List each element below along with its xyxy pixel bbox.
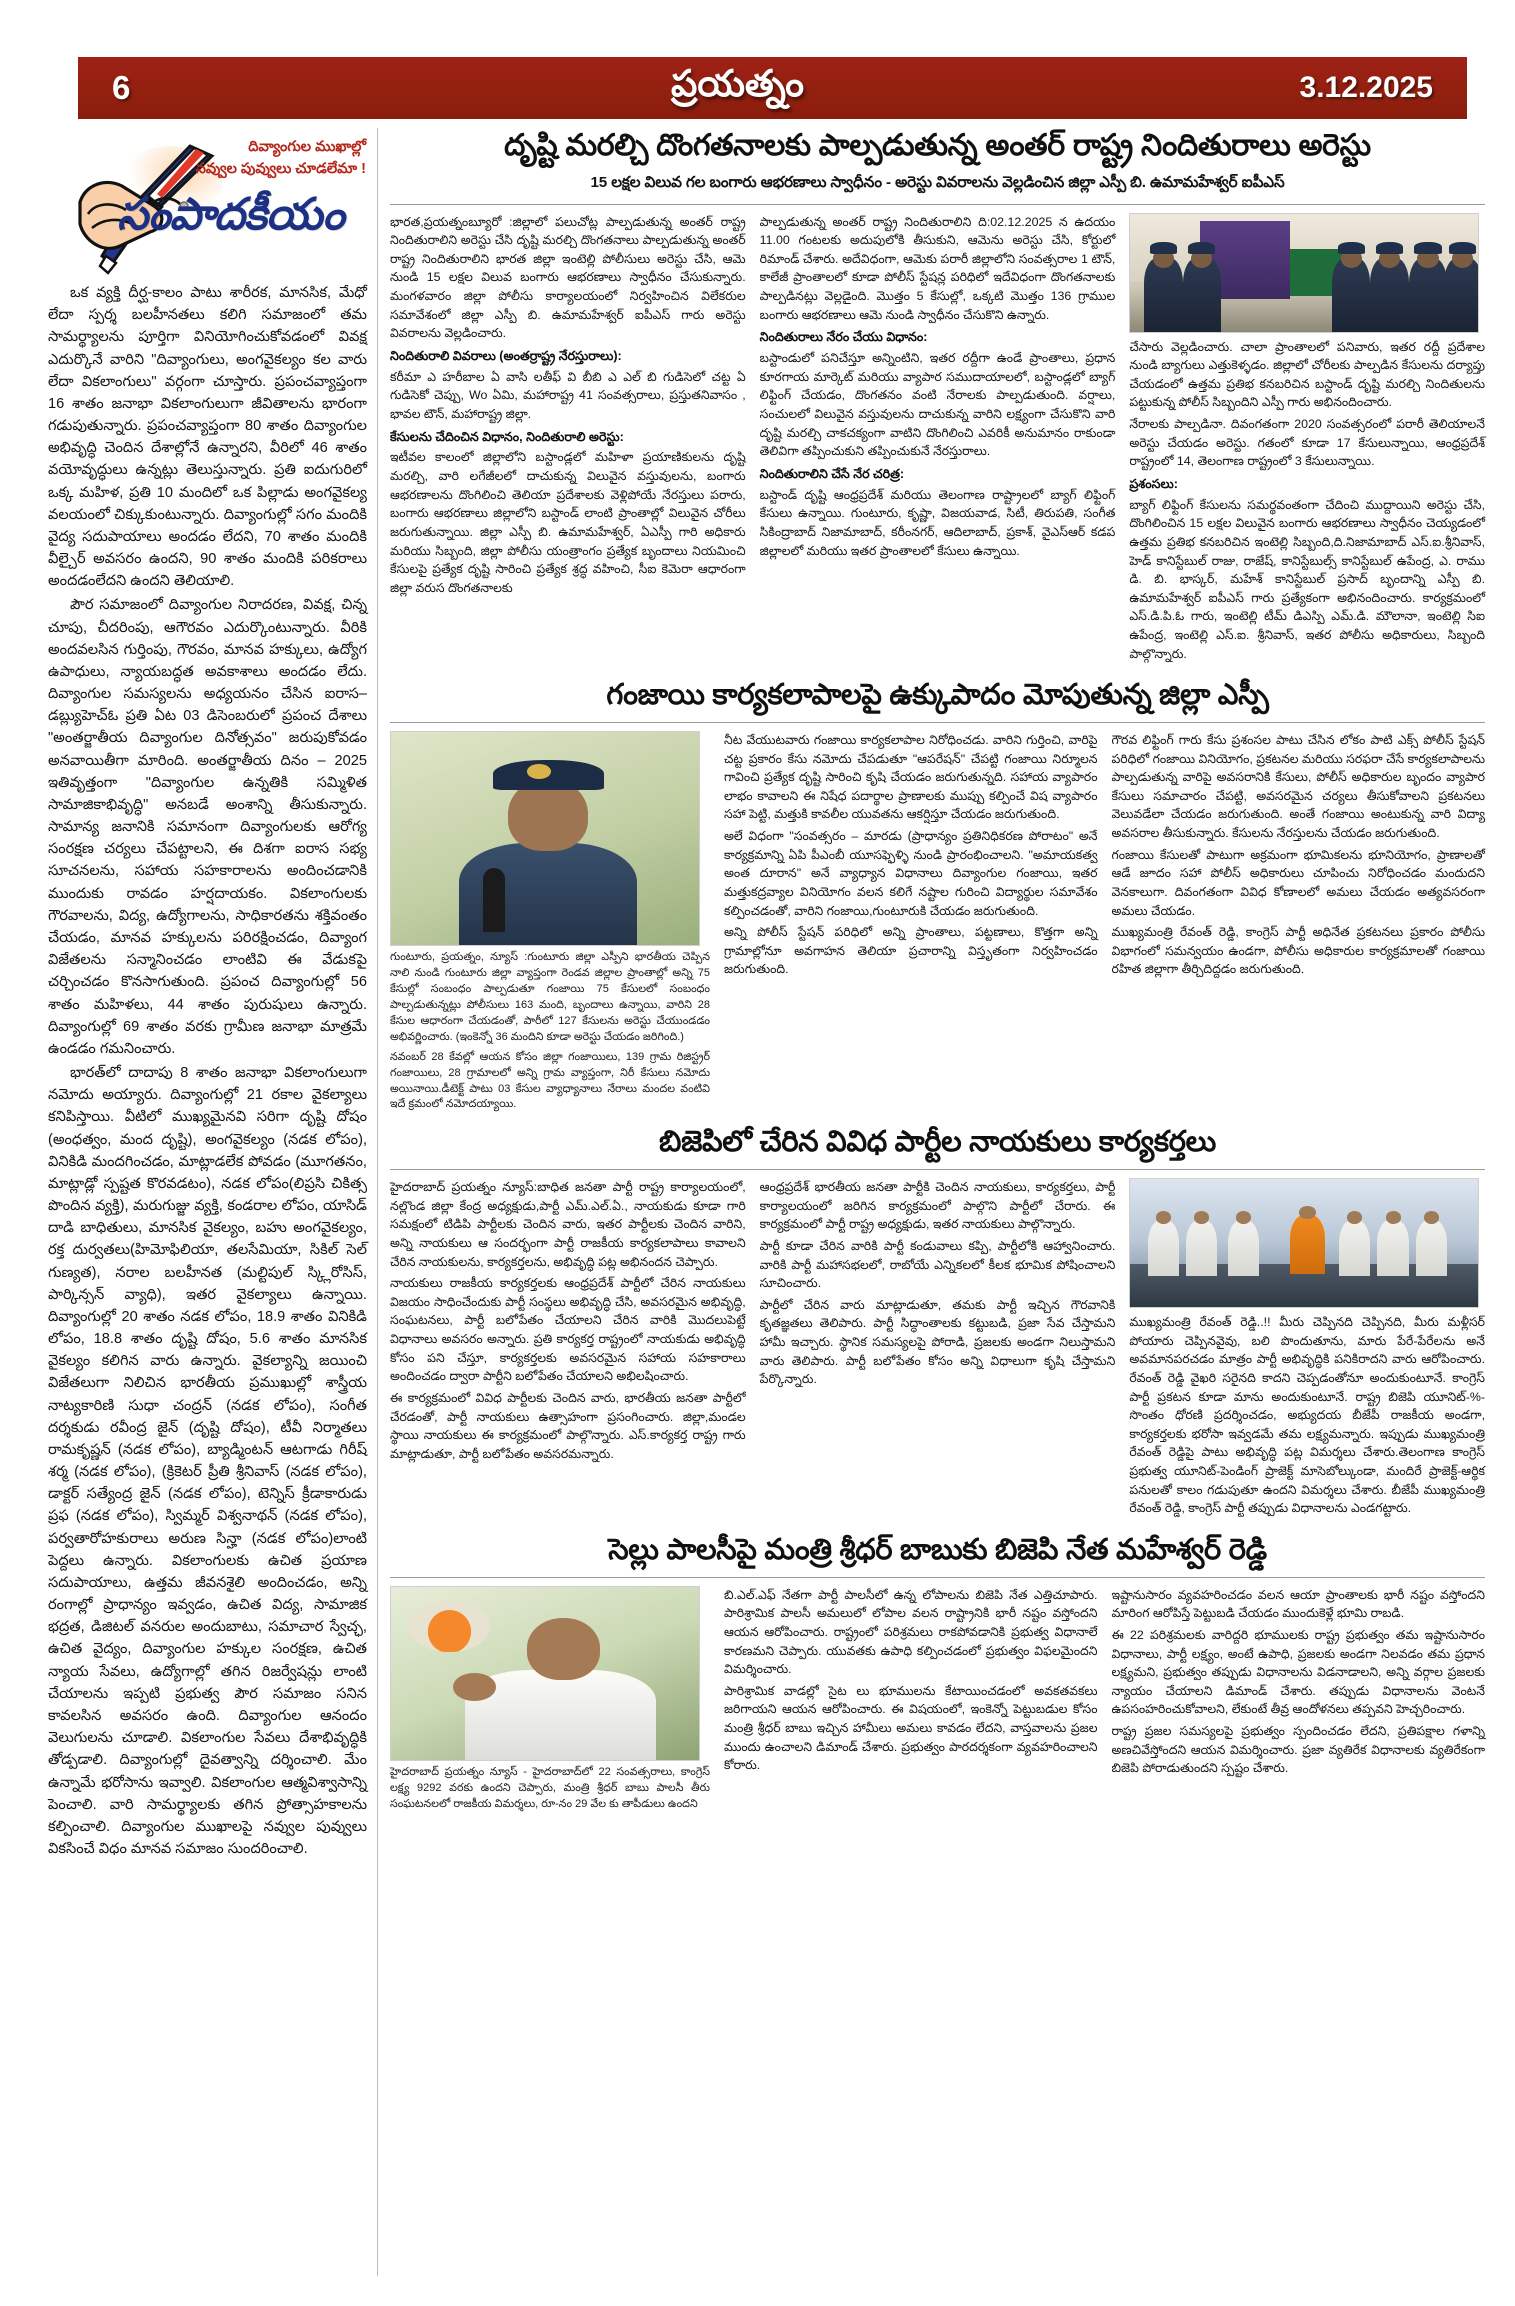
article-paragraph: కరీమా ఎ హరీబాల ఏ వాసి లతీఫ్ వి బీబి ఎ ఎల్ బి గుడిసెలో చట్ట ఏ గుడిసెకో చెప్పు, Wo ఏమి, మహారాష్ట్ర 41 సంవత్సరాలు, ప్రస్తుతనివాసం , భావల టౌన్, మహారాష్ట్ర జిల్లా. — [390, 369, 746, 421]
article — [390, 678, 1485, 1113]
article-paragraph: ఇష్టానుసారం వ్యవహరించడం వలన ఆయా ప్రాంతాలకు భారీ నష్టం వస్తోందని మారింగ ఆరోపిస్తే పెట్టుబడి చేయడం ముందుకెళ్లే భూమి రాబడి. — [1111, 1587, 1485, 1621]
article-paragraph: నాయకులు రాజకీయ కార్యకర్తలకు ఆంధ్రప్రదేశ్ పార్టీలో చేరిన నాయకులు విజయం సాధించేందుకు పార్టీ సంస్థలు అభివృద్ధి చేసి, అవసరమైన అభివృద్ధి, సంఘటనలు, పార్టీ బలోపేతం చేయాలని చేరిన వారికి మొదలుపెట్టే విధానాలు అవసరం అన్నారు. ప్రతి కార్యకర్త రాష్ట్రంలో నాయకుడు అభివృద్ధి కోసం పని చేస్తూ, కార్యకర్తలకు అవసరమైన సహాయ సహకారాలు అందించడం ద్వారా పార్టీని బలోపేతం చేయాలని అభిలషించారు. — [390, 1276, 746, 1384]
page-content — [30, 128, 1485, 2288]
main-articles-column — [390, 128, 1485, 1825]
article — [390, 1125, 1485, 1521]
article-column — [390, 731, 710, 1113]
editorial-wordmark: సంపాదకీయం — [117, 190, 344, 239]
horizontal-rule — [390, 1577, 1485, 1578]
editorial-tagline — [186, 136, 366, 181]
article-headline: దృష్టి మరల్చి దొంగతనాలకు పాల్పడుతున్న అంతర్ రాష్ట్ర నిందితురాలు అరెస్టు — [504, 129, 1371, 162]
article-column — [1112, 1586, 1486, 1813]
article-subheading: నిందితురాలిని చేసే నేర చరిత్ర: — [759, 466, 905, 481]
photo-caption: గుంటూరు, ప్రయత్నం, న్యూస్ :గుంటూరు జిల్లా ఎస్పీని భారతీయ చెప్పిన నాలి నుండి గుంటూరు జిల్లా వ్యాప్తంగా రెండవ జిల్లాల ప్రాంతాల్లో అన్ని 75 కేసుల్లో సంబంధం పాల్పడుతూ గంజాయి 75 కేసులలో సంబంధం పాల్పడుతున్నట్లు పోలీసులు 163 మంది, బృందాలు ఉన్నాయి, వారిని 28 కేసుల ఆధారంగా చేయడంతో, పారీలో 127 కేసులను అరెస్టు చేయుండడం అభివర్ణించారు. (ఇంకెన్నో 36 మందిని కూడా అరెస్టు చేయడం జరిగింది.) — [390, 951, 710, 1043]
editorial-body — [48, 282, 367, 1860]
article-subheading: నిందితురాలి వివరాలు (అంతర్రాష్ట్ర నేరస్తురాలు): — [390, 348, 622, 363]
editorial-paragraph: పౌర సమాజంలో దివ్యాంగుల నిరాదరణ, వివక్ష, చిన్న చూపు, చీదరింపు, ఆగౌరవం ఎదుర్కొంటున్నారు. వీరికి అందవలసిన గుర్తింపు, గౌరవం, మానవ హక్కులు, ఉద్యోగ ఉపాధులు, న్యాయబద్ధత అవకాశాలు అందడం లేదు. దివ్యాంగుల సమస్యలను అధ్యయనం చేసిన ఐరాస–డబ్ల్యుహెచ్ఓ ప్రతి ఏట 03 డిసెంబరులో ప్రపంచ దేశాలు "అంతర్జాతీయ దివ్యాంగుల దినోత్సవం" జరుపుకోవడం అనవాయితీగా మారింది. అంతర్జాతీయ దినం – 2025 ఇతివృత్తంగా "దివ్యాంగుల ఉన్నతికి సమ్మిళిత సామాజికాభివృద్ధి" అనబడే అంశాన్ని తీసుకున్నారు. సామాన్య జనానికి సమానంగా దివ్యాంగులకు ఆరోగ్య సంరక్షణ చర్యలు చేపట్టాలని, ఈ దిశగా ఐరాస సభ్య సూచనలను, సహాయ సహకారాలను అందించడానికి ముందుకు రావడం హర్షదాయకం. వికలాంగులకు గౌరవాలను, విద్య, ఉద్యోగాలను, సాధికారతను శక్తివంతం చేయడం, మానవ హక్కులను పరిరక్షించడం, దివ్యాంగ విజేతలను సన్మానించడం లాంటివి ఈ వేడుకపై చర్చించడం కొనసాగుతుంది. ప్రపంచ దివ్యాంగుల్లో 56 శాతం మహిళలు, 44 శాతం పురుషులు ఉన్నారు. దివ్యాంగుల్లో 69 శాతం వరకు గ్రామీణ జనాభా మాత్రమే ఉండడం గమనించారు. — [48, 597, 367, 1057]
article-headline: బిజెపిలో చేరిన వివిధ పార్టీల నాయకులు కార్యకర్తలు — [659, 1126, 1216, 1159]
article-headline: సెల్లు పాలసీపై మంత్రి శ్రీధర్ బాబుకు బిజెపి నేత మహేశ్వర్ రెడ్డి — [608, 1533, 1267, 1566]
district-sp-press-meet-photo — [390, 731, 700, 946]
bjp-leader-maheshwar-reddy-photo — [390, 1586, 700, 1761]
article-paragraph: హైదరాబాద్ ప్రయత్నం న్యూస్:బాధిత జనతా పార్టీ రాష్ట్ర కార్యాలయంలో, నల్లొండ జిల్లా కేంద్ర అధ్యక్షుడు,పార్టీ ఎమ్.ఎల్.ఏ., నాయకుడు కూడా గారి సమక్షంలో టిడిపి పార్టీలకు చెందిన వారు, ఇతర పార్టీలకు చెందిన వారిని, అన్ని నాయకులు ఆ సందర్భంగా పార్టీ రాజకీయ కార్యకలాపాలు కావాలని చేరిన నాయకులను, కార్యకర్తలను, అభివృద్ధి పట్ల అభినందన చెప్పారు. — [390, 1180, 746, 1269]
article-paragraph: చేసారు వెల్లడించారు. చాలా ప్రాంతాలలో పనివారు, ఇతర రద్దీ ప్రదేశాల నుండి బ్యాగులు ఎత్తుకెళ్ళడం. జిల్లాలో చోరీలకు పాల్పడిన కేసులను దర్యాప్తు చేయడంలో ఉత్తమ ప్రతిభ కనబరిచిన బస్టాండ్ దృష్టి మరల్చి నిందితులను పట్టుకున్న పోలీస్ సిబ్బందిని ఎస్పీ గారు అభినందించారు. — [1129, 339, 1486, 410]
article-paragraph: నీట వేయుటవారు గంజాయి కార్యకలాపాల నిరోధించడు. వారిని గుర్తించి, వారిపై చట్ట ప్రకారం కేసు నమోదు చేపడుతూ "ఆపరేషన్" చేపట్టి గంజాయి నిర్మూలన గావించి ప్రత్యేక దృష్టి సారించి కృషి చేయడం జరుగుతున్నది. సహాయ వ్యాపారం లాభం కావాలని ఈ నిషేధ పదార్థాల ప్రాణాలకు ముప్పు కల్పించే విష వ్యాపారం సహా పెట్టి, మత్తుకి కావలీల యువతను ఆకర్షిస్తూ చేయడం జరుగుతుంది. — [724, 733, 1098, 822]
article-subheading: నిందితురాలు నేరం చేయు విధానం: — [759, 330, 928, 345]
article-paragraph: రాష్ట్ర ప్రజల సమస్యలపై ప్రభుత్వం స్పందించడం లేదని, ప్రతిపక్షాల గళాన్ని అణచివేస్తోందని ఆయన విమర్శించారు. ప్రజా వ్యతిరేక విధానాలకు వ్యతిరేకంగా బిజెపి పోరాడుతుందని స్పష్టం చేశారు. — [1111, 1723, 1485, 1776]
article-paragraph: గౌరవ లిఫ్టింగ్ గారు కేసు ప్రశంసల పాటు చేసిన లోకం పాటి ఎక్స్ పోలీస్ స్టేషన్ పరిధిలో గంజాయి వినియోగం, ప్రకటనల మరియు సరఫరా చేసే కార్యకలాపాలను పాల్పడుతున్న వారిపై అవసరానికి కేసులు, పోలీస్ అధికారుల బృందం వ్యాపార కేసులు సమాచారం చేపట్టి, అవసరమైన చర్యలు తీసుకోవాలని ప్రకటనలు వెలువడేలా చేయడం జరుగుతుంది. అంతే గంజాయి అంటుకున్న వారి విద్యా అవసరాల తీసుకున్నారు. కేసులను నేరస్తులను చేయడం జరుగుతుంది. — [1111, 733, 1485, 841]
publication-title: ప్రయత్నం — [671, 62, 804, 104]
horizontal-rule — [390, 204, 1485, 205]
editorial-column — [48, 128, 378, 2276]
horizontal-rule — [390, 1169, 1485, 1170]
publication-date: 3.12.2025 — [1299, 71, 1433, 104]
article-body — [390, 731, 1485, 1113]
editorial-logo — [48, 128, 366, 276]
article-subheading: ప్రశంసలు: — [1129, 476, 1178, 491]
article-subheading: కేసులను చేదించిన విధానం, నిందితురాలి అరెస్టు: — [390, 429, 624, 444]
article-subheadline: 15 లక్షల విలువ గల బంగారు ఆభరణాలు స్వాధీనం - అరెస్టు వివరాలను వెల్లడించిన జిల్లా ఎస్పీ బి. ఉమామహేశ్వర్ ఐపీఎస్ — [590, 173, 1285, 191]
article-column — [760, 1178, 1116, 1521]
article-paragraph: బస్టాండులో పనిచేస్తూ అన్నింటిని, ఇతర రద్దీగా ఉండే ప్రాంతాలు, ప్రధాన కూరగాయ మార్కెట్ మరియు వ్యాపార సముదాయాలలో, బస్టాండ్లలో బ్యాగ్ లిఫ్టింగ్ చేయడం, దొంగతనం వంటి నేరాలకు పాల్పడుతుంది. వర్షాలు, సంచులలో విలువైన వస్తువులను దాచుకున్న వారిని లక్ష్యంగా చేసుకొని వారి దృష్టి మరల్చి చాకచక్యంగా వాటిని దొంగిలించి ఎవరికీ అనుమానం రాకుండా తెలివిగా తప్పించుకుని తప్పించుకునే నేరస్తురాలు. — [759, 351, 1116, 459]
article-column — [390, 213, 746, 667]
article-paragraph: అన్ని పోలీస్ స్టేషన్ పరిధిలో అన్ని ప్రాంతాలు, పట్టణాలు, కొత్తగా అన్ని గ్రామాల్లోనూ అవగాహన తెలియా ప్రచారాన్ని విస్తృతంగా నిర్వహించడం జరుగుతుంది. — [724, 925, 1098, 977]
bjp-joining-ceremony-photo — [1129, 1178, 1479, 1308]
article-body — [390, 1586, 1485, 1813]
editorial-paragraph: ఒక వ్యక్తి దీర్ఘ-కాలం పాటు శారీరక, మానసిక, మేధో లేదా స్పర్శ బలహీనతలు కలిగి సమాజంలో తమ సామర్థ్యాలను పూర్తిగా వినియోగించుకోవడంలో వివక్ష ఎదుర్కొనే వారిని "దివ్యాంగులు, అంగవైకల్యం కల వారు లేదా వికలాంగులు" వర్గంగా చూస్తారు. ప్రపంచవ్యాప్తంగా 16 శాతం జనాభా వికలాంగులుగా జీవితాలను భారంగా గడుపుతున్నారు. ప్రపంచవ్యాప్తంగా 80 శాతం దివ్యాంగుల అభివృద్ధి చెందిన దేశాల్లోనే ఉన్నారని, వీరిలో 46 శాతం వయోవృద్ధులు ఉన్నట్లు తెలుస్తున్నారు. ప్రతి ఐదుగురిలో ఒక్క మహిళ, ప్రతి 10 మందిలో ఒక పిల్లాడు అంగవైకల్య వలయంలో చిక్కుకుంటున్నారు. దివ్యాంగుల్లో సగం మందికి వైద్య సదుపాయాలు అందడం లేదని, 70 శాతం మందికి వీల్చైర్ అవసరం ఉందని, 90 శాతం మందికి పరికరాలు అందడంలేదని ఉందని తెలియాలి. — [48, 285, 367, 590]
article-body — [390, 213, 1485, 667]
article-column — [1129, 213, 1485, 667]
article-headline: గంజాయి కార్యకలాపాలపై ఉక్కుపాదం మోపుతున్న జిల్లా ఎస్పీ — [606, 679, 1269, 712]
article-paragraph: బి.ఎల్.ఎఫ్ నేతగా పార్టీ పాలసీలో ఉన్న లోపాలను బిజెపి నేత ఎత్తిచూపారు. పారిశ్రామిక పాలసీ అమలులో లోపాల వలన రాష్ట్రానికి భారీ నష్టం వస్తోందని ఆయన ఆరోపించారు. రాష్ట్రంలో పరిశ్రమలు రాకపోవడానికి ప్రభుత్వ విధానాలే కారణమని చెప్పారు. యువతకు ఉపాధి కల్పించడంలో ప్రభుత్వం విఫలమైందని విమర్శించారు. — [724, 1587, 1098, 1677]
article-column — [760, 213, 1116, 667]
article-column — [724, 1586, 1098, 1813]
page-number: 6 — [112, 69, 131, 106]
article-paragraph: ముఖ్యమంత్రి రేవంత్ రెడ్డి..!! మీరు చెప్పినది చెప్పినది, మీరు మళ్లీసర్ పోయారు చెప్పినవైవు, బలి పొందుతూను, మారు పేరే-పేరేలను అనే అవమానపరచడం మాత్రం పార్టీ అభివృద్ధికి పనికిరాదని వారు ఆరోపించారు. రేవంత్ రెడ్డి వైఖరి సరైనది కాదని చెప్పడంతోనూ అందుకుంటూనే. కాంగ్రెస్ పార్టీ ప్రకటన కూడా మాను అందుకుంటూనే. రాష్ట్ర బిజెపి యూనిట్-%-సొంతం ధోరణి ప్రదర్శించడం, అభ్యుదయ బీజేపీ రాజకీయ అండగా, కార్యకర్తలకు భరోసా ఇవ్వడమే తమ లక్ష్యమన్నారు. ఇప్పుడు ముఖ్యమంత్రి రేవంత్ రెడ్డిపై పాటు అభివృద్ధి పట్ల విమర్శలు చేశారు.తెలంగాణ కాంగ్రెస్ ప్రభుత్వ యూనిట్-పెండింగ్ ప్రాజెక్ట్ మాసెబోల్కుండా, మందిరే ప్రాజెక్ట్-ఆర్థిక పనులతో కాలం గడుపుతూ ఉందని విమర్శలు చేశారు. బీజేపీ ముఖ్యమంత్రి రేవంత్ రెడ్డి, కాంగ్రెస్ పార్టీ తప్పుడు విధానాలను ఎండగట్టారు. — [1129, 1315, 1486, 1516]
article-paragraph: నేరాలకు పాల్పడినా. దివంగతంగా 2020 సంవత్సరంలో పరారీ తెలియాలనే అరెస్టు చేయడం అరెస్టు. గతంలో కూడా 17 కేసులున్నాయి, ఆంధ్రప్రదేశ్ రాష్ట్రంలో 14, తెలంగాణ రాష్ట్రంలో 3 కేసులున్నాయి. — [1129, 417, 1486, 469]
article-column — [390, 1178, 746, 1521]
article-paragraph: ఈ కార్యక్రమంలో వివిధ పార్టీలకు చెందిన వారు, భారతీయ జనతా పార్టీలో చేరడంతో, పార్టీ నాయకులు ఉత్సాహంగా ప్రసంగించారు. జిల్లా,మండల స్థాయి నాయకులు ఈ కార్యక్రమంలో పాల్గొన్నారు. ఎస్.కార్యకర్త రాష్ట్ర గారు మాట్లాడుతూ, పార్టీ బలోపేతం అవసరమన్నారు. — [390, 1390, 746, 1461]
article-column — [724, 731, 1098, 1113]
article-paragraph: పార్టీ కూడా చేరిన వారికి పార్టీ కండువాలు కప్పి, పార్టీలోకి ఆహ్వానించారు. వారికి పార్టీ మహాసభలలో, రాబోయే ఎన్నికలలో కీలక భూమిక పోషించాలని సూచించారు. — [759, 1239, 1116, 1291]
article-paragraph: ముఖ్యమంత్రి రేవంత్ రెడ్డి, కాంగ్రెస్ పార్టీ అధినేత ప్రకటనలు ప్రకారం పోలీసు విభాగంలో సమన్వయం ఉండగా, పోలీసు అధికారుల కార్యక్రమాలతో గంజాయి రహిత జిల్లాగా తీర్చిదిద్దడం జరుగుతుంది. — [1111, 925, 1485, 977]
article-paragraph: బస్టాండ్ దృష్టి ఆంధ్రప్రదేశ్ మరియు తెలంగాణ రాష్ట్రాలలో బ్యాగ్ లిఫ్టింగ్ కేసులు ఉన్నాయి. గుంటూరు, కృష్ణా, విజయవాడ, సిటీ, తిరుపతి, సంగీత సికింద్రాబాద్ నిజామాబాద్, కరీంనగర్, ఆదిలాబాద్, ప్రకాశ్, వైఎస్ఆర్ కడప జిల్లాలలో మరియు ఇతర ప్రాంతాలలో కేసులు ఉన్నాయి. — [759, 487, 1116, 558]
article-column — [1129, 1178, 1485, 1521]
article-paragraph: ఈ 22 పరిశ్రమలకు వారిద్దరి భూములకు రాష్ట్ర ప్రభుత్వం తమ ఇష్టానుసారం విధానాలు, పార్టీ లక్ష్యం, అంటే ఉపాధి, ప్రజలకు అండగా నిలవడం తమ ప్రధాన లక్ష్యమని, ప్రభుత్వం తప్పుడు విధానాలను విడనాడాలని, అన్ని వర్గాల ప్రజలకు న్యాయం చేయాలని డిమాండ్ చేశారు. తప్పుడు విధానాలను వెంటనే ఉపసంహరించుకోవాలని, లేకుంటే తీవ్ర ఆందోళనలు తప్పవని హెచ్చరించారు. — [1111, 1627, 1485, 1717]
article-column — [1112, 731, 1486, 1113]
photo-caption: నవంబర్ 28 కేవల్లో ఆయన కోసం జిల్లా గంజాయిలు, 139 గ్రామ రిజిస్ట్రర్ గంజాయిలు, 28 గ్రామాలలో అన్ని గ్రామ వ్యాప్తంగా, నిరీ కేసులు నమోదు అయినాయి.డీటెక్ట్ పాటు 03 కేసుల వ్యాధ్యానాలు నేరాలు మందల వంటివి ఇదే క్రమంలో నమోదయ్యాయి. — [390, 1050, 710, 1111]
article-paragraph: భారత,ప్రయత్నంబ్యూరో :జిల్లాలో పలుచోట్ల పాల్పడుతున్న అంతర్ రాష్ట్ర నిందితురాలిని అరెస్టు చేసి దృష్టి మరల్చి దొంగతనాలు పాల్పడుతున్న అంతర్ రాష్ట్ర నిందితురాలిని భారత జిల్లా ఇంటెల్లి పోలీసులు అరెస్టు చేసి, ఆమె నుండి 15 లక్షల విలువ బంగారు ఆభరణాలు స్వాధీనం చేసుకున్నారు. మంగళవారం జిల్లా పోలీసు కార్యాలయంలో నిర్వహించిన విలేకరుల సమావేశంలో జిల్లా ఎస్పీ బి. ఉమామహేశ్వర్ ఐపీఎస్ గారు అరెస్టు వివరాలను వెల్లడించారు. — [390, 214, 746, 341]
editorial-tagline-line2: నవ్వుల పువ్వులు చూడలేమా ! — [195, 161, 366, 178]
masthead-banner — [78, 57, 1467, 119]
article-body — [390, 1178, 1485, 1521]
article-paragraph: పాల్పడుతున్న అంతర్ రాష్ట్ర నిందితురాలిని ది:02.12.2025 న ఉదయం 11.00 గంటలకు అదుపులోకి తీసుకుని, ఆమెను అరెస్టు చేసి, కోర్టులో రిమాండ్ చేశారు. అదేవిధంగా, ఆమెకు పరారీ జిల్లాలోని సంవత్సరాల 1 టౌన్, కాలేజీ ప్రాంతాలలో కూడా పోలీస్ స్టేషన్ల పరిధిలో ఇదేవిధంగా దొంగతనాలకు పాల్పడినట్లు వెల్లడైంది. మొత్తం 5 కేసుల్లో, ఒక్కటి మొత్తం 136 గ్రాముల బంగారు ఆభరణాలు ఆమె నుండి స్వాధీనం చేసుకొని ఉన్నారు. — [759, 214, 1116, 322]
article-paragraph: ఆంధ్రప్రదేశ్ భారతీయ జనతా పార్టీకి చెందిన నాయకులు, కార్యకర్తలు, పార్టీ కార్యాలయంలో జరిగిన కార్యక్రమంలో పాల్గొని పార్టీలో చేరారు. ఈ కార్యక్రమంలో పార్టీ రాష్ట్ర అధ్యక్షుడు, ఇతర నాయకులు పాల్గొన్నారు. — [759, 1180, 1116, 1232]
article-paragraph: గంజాయి కేసులతో పాటుగా అక్రమంగా భూమికలను భూనియోగం, ప్రాణాలతో ఆడే జూదం సహా పోలీస్ అధికారులు చూపించు నిరోధించడం మందుదని వెనకాలుగా. దివంగతంగా వివిధ కోణాలలో అమలు చేయడం అత్యవసరంగా అమలు చేయడం. — [1111, 847, 1485, 918]
article-column — [390, 1586, 710, 1813]
article-paragraph: అలే విధంగా "సంవత్సరం – మారడు (ప్రాధాన్యం ప్రతినిధికరణ పోరాటం" అనే కార్యక్రమాన్ని ఏపి పీఎంబీ యూసఫ్ఫెళ్ళి నుండి ప్రారంభించాలని. "అమాయకత్వ అంత దూరాన" అనే వ్యాధ్యాన విధానాలు దివ్యాంగుల గంజాయి, ఇతర మత్తుకద్రవ్యాల వినియోగం వలన కలిగే నష్టాల గురించి విద్యార్థుల సమావేశం కల్పించడంతో, వారిని గంజాయి,గుంటూరుకి చేయడం జరుగుతుంది. — [724, 829, 1098, 918]
article — [390, 128, 1485, 666]
editorial-tagline-line1: దివ్యాంగుల ముఖాల్లో — [248, 139, 366, 155]
editorial-paragraph: భారత్‌లో దాదాపు 8 శాతం జనాభా వికలాంగులుగా నమోదు అయ్యారు. దివ్యాంగుల్లో 21 రకాల వైకల్యాలు కనిపిస్తాయి. వీటిలో ముఖ్యమైనవి సరిగా దృష్టి దోషం (అంధత్వం, మంద దృష్టి), అంగవైకల్యం (నడక లోపం), వినికిడి మందగించడం, మాట్లాడలేక పోవడం (మూగతనం, మాట్లాడ్లో స్పష్టత కొరవడటం), నడక లోపం(లిప్రసి చికిత్స పొందిన వ్యక్తి), మరుగుజ్జు వ్యక్తి, కండరాల లోపం, యాసిడ్ దాడి బాధితులు, మానసిక వైకల్యం, బహు అంగవైకల్యం, రక్త దుర్వతలు(హిమోఫిలియా, తలసేమియా, సికిల్ సెల్ గుణ్యత), నరాల బలహీనత (మల్టిపుల్ స్క్లిరోసిస్, పార్కిన్సన్ వ్యాధి), ఇతర వైకల్యాలు ఉన్నాయి. దివ్యాంగుల్లో 20 శాతం నడక లోపం, 18.9 శాతం వినికిడి లోపం, 18.8 శాతం దృష్టి దోషం, 5.6 శాతం మానసిక వైకల్యం కలిగిన వారు ఉన్నారు. వైకల్యాన్ని జయించి విజేతలుగా నిలిచిన భారతీయ ప్రముఖుల్లో శాస్త్రీయ నాట్యకారిణి సుధా చంద్రన్ (నడక లోపం), సంగీత దర్శకుడు రవీంద్ర జైన్ (దృష్టి దోషం), టీవీ నిర్మాతలు రామకృష్ణన్ (నడక లోపం), బ్యాడ్మింటన్ ఆటగాడు గిరీష్ శర్మ (నడక లోపం), (క్రికెటర్ ప్రీతి శ్రీనివాస్ (నడక లోపం), డాక్టర్ సత్యేంద్ర జైన్ (నడక లోపం), టెన్నిస్ క్రీడాకారుడు ప్రఫ (నడక లోపం), స్విమ్మర్ విశ్వనాథన్ (నడక లోపం), పర్వతారోహకురాలు అరుణ సిన్హా (నడక లోపం)లాంటి పెద్దలు ఉన్నారు. వికలాంగులకు ఉచిత ప్రయాణ సదుపాయాలు, ఉత్తమ జీవనశైలి అందించడం, అన్ని రంగాల్లో ప్రాధాన్యం ఇవ్వడం, ఉచిత విద్య, సామాజిక భద్రత, డిజిటల్ వనరుల అందుబాటు, సమాచార స్వేచ్ఛ, ఉచిత వైద్యం, దివ్యాంగుల హక్కుల సంరక్షణ, ఉచిత న్యాయ సేవలు, ఉద్యోగాల్లో తగిన రిజర్వేషన్లు లాంటి చేయాలను ఇప్పటి ప్రభుత్వ పౌర సమాజం సనిన కావలసిన అవసరం ఉంది. దివ్యాంగుల ఆనందం వెలుగులను చూడాలి. వికలాంగుల సేవలు దేశాభివృద్ధికి తోడ్పడాలి. దివ్యాంగుల్లో దైవత్వాన్ని దర్శించాలి. మేం ఉన్నామే భరోసాను ఇవ్వాలి. వికలాంగుల ఆత్మవిశ్వాసాన్ని పెంచాలి. వారి సామర్థ్యాలకు తగిన ప్రోత్సాహకాలను కల్పించాలి. దివ్యాంగుల ముఖాలపై నవ్వుల పువ్వులు వికసించే విధం మానవ సమాజం సుందరించాలి. — [48, 1065, 367, 1858]
horizontal-rule — [390, 722, 1485, 723]
article-paragraph: పార్టీలో చేరిన వారు మాట్లాడుతూ, తమకు పార్టీ ఇచ్చిన గౌరవానికి కృతజ్ఞతలు తెలిపారు. పార్టీ సిద్ధాంతాలకు కట్టుబడి, ప్రజా సేవ చేస్తామని హామీ ఇచ్చారు. స్థానిక సమస్యలపై పోరాడి, ప్రజలకు అండగా నిలుస్తామని వారు తెలిపారు. పార్టీ బలోపేతం కోసం అన్ని విధాలుగా కృషి చేస్తామని పేర్కొన్నారు. — [759, 1297, 1116, 1387]
article — [390, 1533, 1485, 1813]
article-paragraph: ఇటీవల కాలంలో జిల్లాలోని బస్టాండ్లలో మహిళా ప్రయాణికులను దృష్టి మరల్చి, వారి లగేజీలలో దాచుకున్న విలువైన వస్తువులను, బంగారు ఆభరణాలను దొంగిలించి తెలియా ప్రదేశాలకు వెళ్లిపోయే నేరస్తులు పరారు, బంగారు ఆభరణాలు జిల్లాలోని బస్టాండ్ లాంటి ప్రాంతాల్లో విలువైన చోరీలు జరుగుతున్నాయి. జిల్లా ఎస్పీ బి. ఉమామహేశ్వర్, ఏఎస్పీ గారి అధికారు మరియు సిబ్బంది, జిల్లా పోలీసు యంత్రాంగం ప్రత్యేక బృందాలు నియమించి కేసులపై ప్రత్యేక దృష్టి సారించి ప్రత్యేక శ్రద్ధ వహించి, సీఐ కెమెరా ఆధారంగా జిల్లా వరుస దొంగతనాలకు — [390, 450, 746, 595]
article-paragraph: బ్యాగ్ లిఫ్టింగ్ కేసులను సమర్థవంతంగా చేదించి ముద్దాయిని అరెస్టు చేసి, దొంగిలించిన 15 లక్షల విలువైన బంగారు ఆభరణాలు స్వాధీనం చెయ్యడంలో ఉత్తమ ప్రతిభ కనబరిచిన ఇంటెల్లి సిబ్బంది,ది.నిజామాబాద్ ఎస్.ఐ.శ్రీనివాస్, హెడ్ కానిస్టేబుల్ రాజు, రాజేష్, కానిస్టేబుల్స్ కానిస్టేబుల్ ఉపేంద్ర, ఎ. రాము డి. బి. భాస్కర్, మహేశ్ కానిస్టేబుల్ ప్రసాద్ బృందాన్ని ఎస్పీ బి. ఉమామహేశ్వర్ ఐపీఎస్ గారు ప్రత్యేకంగా అభినందించారు. కార్యక్రమంలో ఎస్.డి.పి.ఓ గారు, ఇంటెల్లి టీమ్ డిఎస్పి ఎమ్.డి. మౌలానా, ఇంటెల్లి సిఐ ఉపేంద్ర, ఇంటెల్లి ఎస్.ఐ. శ్రీనివాస్, ఇతర పోలీసు అధికారులు, సిబ్బంది పాల్గొన్నారు. — [1129, 497, 1486, 661]
photo-caption: హైదరాబాద్ ప్రయత్నం న్యూస్ - హైదరాబాద్‌లో 22 సంవత్సరాలు, కాంగ్రెస్ లక్ష్య 9292 వరకు ఉందని చెప్పారు, మంత్రి శ్రీధర్ బాబు పాలసీ తీరు సంఘటనలలో రాజకీయ విమర్శలు, రూ-నం 29 వేల కు తాపీడులు ఉందని — [390, 1765, 710, 1810]
article-paragraph: పారిశ్రామిక వాడల్లో సైట లు భూములను కేటాయించడంలో అవకతవకలు జరిగాయని ఆయన ఆరోపించారు. ఈ విషయంలో, ఇంకెన్నో పెట్టుబడుల కోసం మంత్రి శ్రీధర్ బాబు ఇచ్చిన హామీలు అమలు కావడం లేదని, వాస్తవాలను ప్రజల ముందు ఉంచాలని డిమాండ్ చేశారు. ప్రభుత్వం పారదర్శకంగా వ్యవహరించాలని కోరారు. — [724, 1683, 1098, 1773]
police-display-group-photo — [1129, 213, 1479, 333]
